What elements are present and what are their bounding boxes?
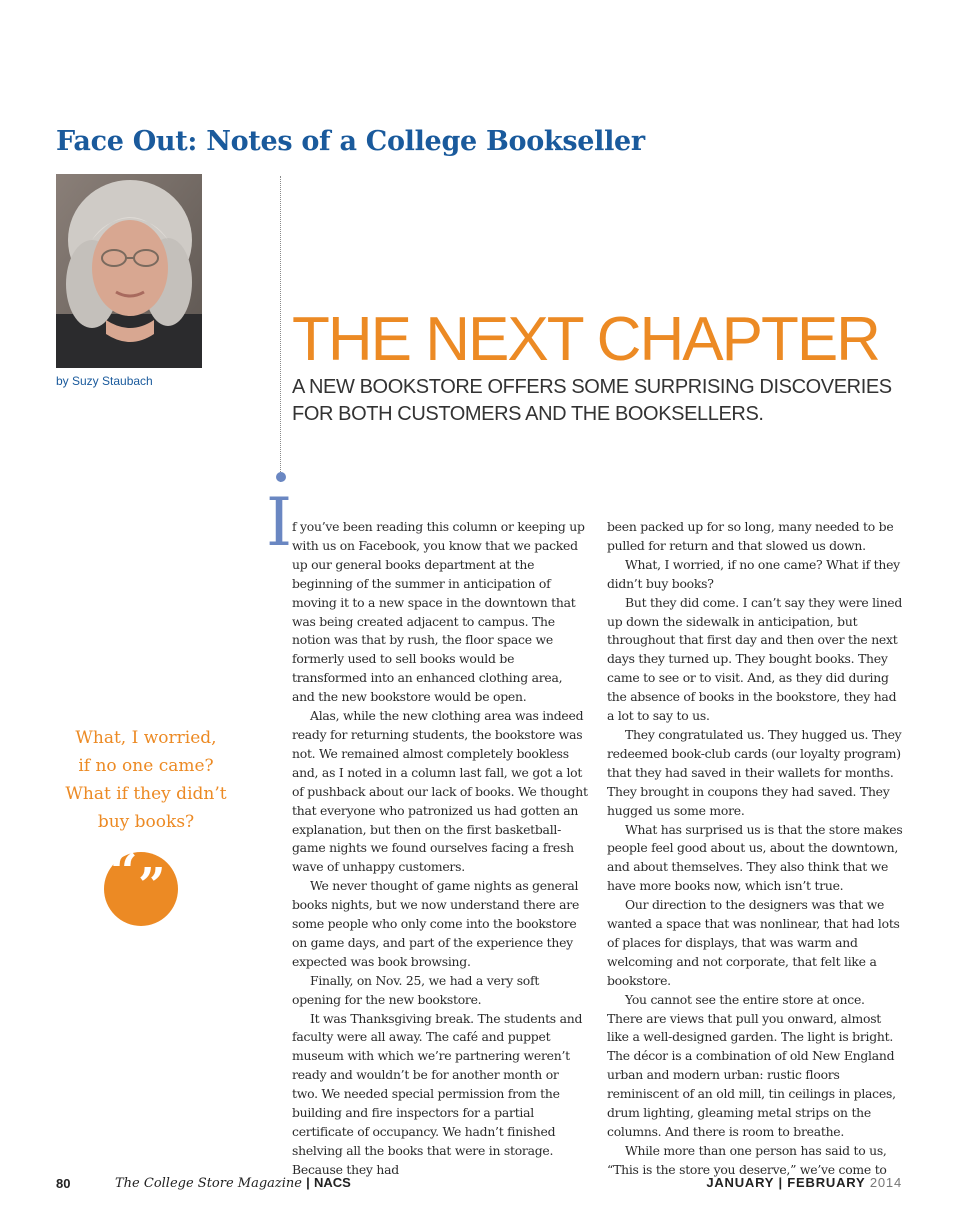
drop-cap: I xyxy=(266,484,293,561)
footer-separator: | xyxy=(306,1175,310,1190)
vertical-divider xyxy=(280,176,281,482)
divider-dot xyxy=(276,472,286,482)
issue-months: JANUARY | FEBRUARY xyxy=(706,1175,866,1190)
body-paragraph: Alas, while the new clothing area was indeed ready for returning students, the bookstore was not. We remained almost completely bookless and, as I noted in a column last fall, we got a lot of pushback about our lack of books. We thought that everyone who patronized us had gotten an explanation, but then on the first basketball-game nights we found ourselves facing a fresh wave of unhappy customers. xyxy=(292,708,588,875)
body-paragraph: Our direction to the designers was that we wanted a space that was nonlinear, that had lots of places for displays, that was warm and welcoming and not corporate, that felt like a bookstore. xyxy=(607,897,900,988)
body-column-1 xyxy=(292,518,588,1180)
body-paragraph: While more than one person has said to us, “This is the store you deserve,” we’ve come to xyxy=(607,1142,887,1177)
quote-marks-icon xyxy=(104,844,178,926)
body-paragraph: It was Thanksgiving break. The students and faculty were all away. The café and puppet museum with which we’re partnering weren’t ready and wouldn’t be for another month or two. We needed special permission from the building and fire inspectors for a partial certificate of occupancy. We hadn’t finished shelving all the books that were in storage. Because they had xyxy=(292,1010,583,1177)
body-paragraph: But they did come. I can’t say they were lined up down the sidewalk in anticipation, but throughout that first day and then over the next days they turned up. They bought books. They came to see or to visit. And, as they did during the absence of books in the bookstore, they had a lot to say to us. xyxy=(607,594,903,724)
footer-magazine xyxy=(115,1175,351,1191)
open-quote-glyph: “ xyxy=(110,844,138,900)
body-paragraph: Finally, on Nov. 25, we had a very soft opening for the new bookstore. xyxy=(292,972,540,1007)
body-column-2 xyxy=(607,518,903,1180)
body-paragraph: You cannot see the entire store at once. There are views that pull you onward, almost like a well-designed garden. The light is bright. The décor is a combination of old New England urban and modern urban: rustic floors reminiscent of an old mill, tin ceilings in places, drum lighting, gleaming metal strips on the columns. And there is room to breathe. xyxy=(607,991,896,1139)
page-number: 80 xyxy=(56,1176,71,1191)
column-title: Face Out: Notes of a College Bookseller xyxy=(56,126,645,157)
body-paragraph: been packed up for so long, many needed to be pulled for return and that slowed us down. xyxy=(607,519,894,553)
pull-quote-line: What if they didn’t xyxy=(65,784,227,804)
body-paragraph: What has surprised us is that the store makes people feel good about us, about the downtown, and about themselves. They also think that we have more books now, which isn’t true. xyxy=(607,821,903,894)
pull-quote-line: if no one came? xyxy=(78,756,214,776)
author-photo xyxy=(56,174,202,368)
org-name: NACS xyxy=(313,1175,351,1190)
byline: by Suzy Staubach xyxy=(56,374,153,388)
headline: THE NEXT CHAPTER xyxy=(292,305,879,374)
pull-quote-line: What, I worried, xyxy=(75,728,217,748)
magazine-name: The College Store Magazine xyxy=(115,1176,303,1191)
body-paragraph: They congratulated us. They hugged us. They redeemed book-club cards (our loyalty program) that they had saved in their wallets for months. They brought in coupons they had saved. They hugged us some more. xyxy=(607,726,902,818)
body-paragraph: We never thought of game nights as general books nights, but we now understand there are some people who only come into the bookstore on game days, and part of the experience they expected was book browsing. xyxy=(292,878,580,969)
deck-subtitle: A NEW BOOKSTORE OFFERS SOME SURPRISING DISCOVERIES FOR BOTH CUSTOMERS AND THE BOOKSELLERS. xyxy=(292,376,892,425)
body-paragraph: What, I worried, if no one came? What if they didn’t buy books? xyxy=(607,556,900,591)
pull-quote xyxy=(56,724,236,836)
issue-date xyxy=(706,1175,902,1190)
pull-quote-line: buy books? xyxy=(97,812,195,832)
close-quote-glyph: ” xyxy=(138,858,166,914)
issue-year: 2014 xyxy=(869,1175,902,1190)
body-paragraph: f you’ve been reading this column or keeping up with us on Facebook, you know that we packed up our general books department at the beginning of the summer in anticipation of moving it to a new space in the downtown that was being created adjacent to campus. The notion was that by rush, the floor space we formerly used to sell books would be transformed into an enhanced clothing area, and the new bookstore would be open. xyxy=(292,519,585,705)
